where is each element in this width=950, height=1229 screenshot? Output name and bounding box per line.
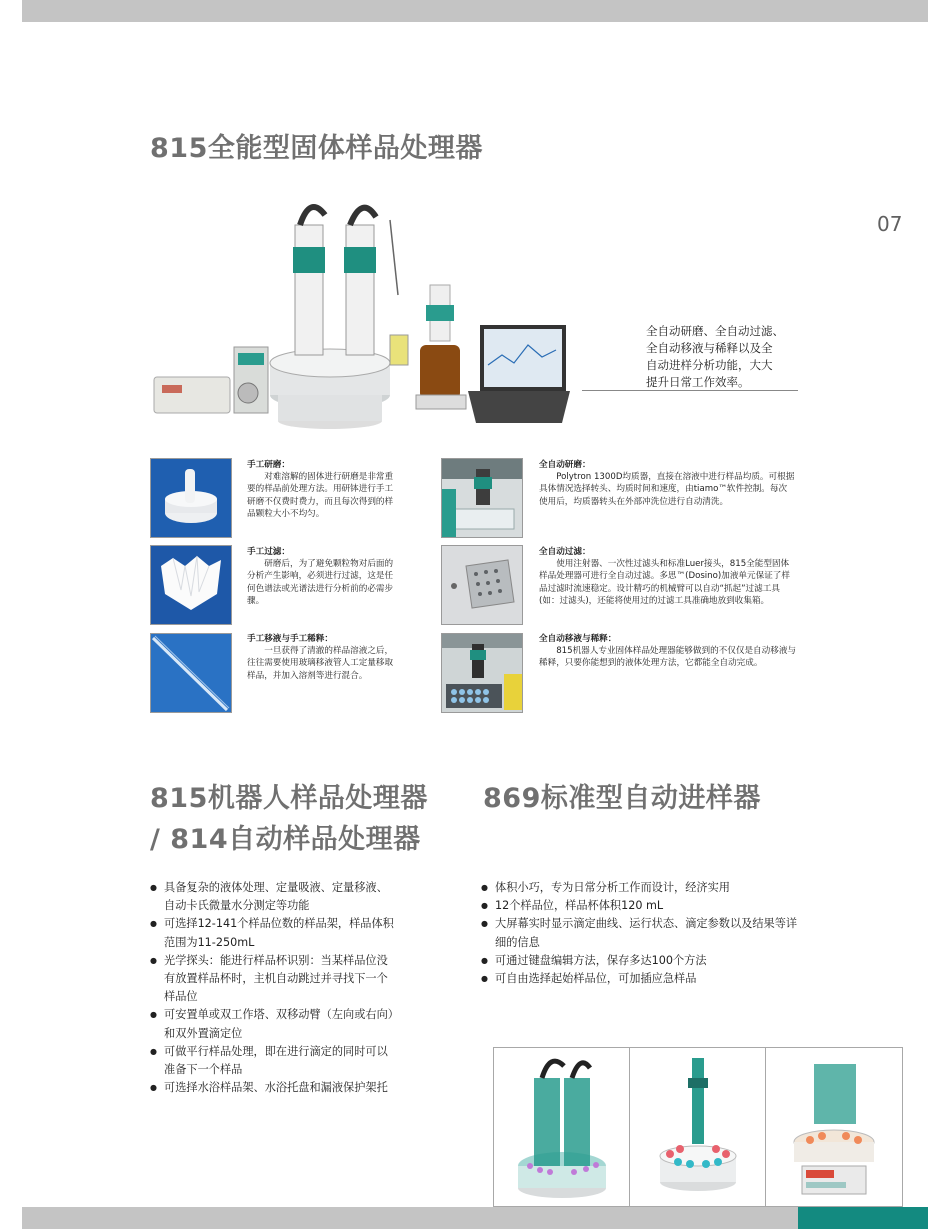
top-bar	[22, 0, 928, 22]
list-item: ● 12个样品位，样品杯体积120 mL	[481, 897, 801, 915]
manual-grinding-body: 对难溶解的固体进行研磨是非常重要的样品前处理方法。用研钵进行手工研磨不仅费时费力，而且每次得到的样品颗粒大小不均匀。	[247, 472, 394, 519]
auto-pipetting-body: 815机器人专业固体样品处理器能够做到的不仅仅是自动移液与稀释，只要你能想到的液体处理方法，它都能全自动完成。	[539, 646, 797, 669]
list-item: ● 可选择水浴样品架、水浴托盘和漏液保护架托	[150, 1079, 398, 1097]
list-item: ● 体积小巧，专为日常分析工作而设计，经济实用	[481, 879, 801, 897]
manual-pipetting-title: 手工移液与手工稀释：	[247, 634, 333, 644]
section3-bullet-list	[481, 879, 801, 988]
hero-caption	[646, 323, 806, 391]
manual-grinding-title: 手工研磨：	[247, 460, 290, 470]
auto-filtering-text	[539, 546, 797, 607]
auto-grinding-text	[539, 459, 795, 508]
manual-grinding-text	[247, 459, 395, 520]
list-item: ● 光学探头：能进行样品杯识别：当某样品位没有放置样品杯时，主机自动跳过并寻找下一个样品位	[150, 952, 398, 1007]
list-item: ● 可安置单或双工作塔、双移动臂（左向或右向）和双外置滴定位	[150, 1006, 398, 1042]
caption-line: 自动进样分析功能，大大	[646, 358, 773, 372]
auto-filtering-body: 使用注射器、一次性过滤头和标准Luer接头，815全能型固体样品处理器可进行全自动过滤。多思™(Dosino)加液单元保证了样品过滤时流速稳定。设计精巧的机械臂可以自动“抓起”过滤工具(如：过滤头)，还能将使用过的过滤工具准确地放到收集箱。	[539, 559, 790, 606]
filter-paper-image	[150, 545, 232, 625]
list-item: ● 可自由选择起始样品位，可加插应急样品	[481, 970, 801, 988]
pipetting-robot-image	[441, 633, 523, 713]
manual-pipetting-text	[247, 633, 395, 682]
manual-filtering-text	[247, 546, 395, 607]
manual-filtering-body: 研磨后，为了避免颗粒物对后面的分析产生影响，必须进行过滤，这是任何色谱法或光谱法进行分析前的必需步骤。	[247, 559, 394, 606]
manual-filtering-title: 手工过滤：	[247, 547, 290, 557]
filter-plate-image	[441, 545, 523, 625]
titrator-changer-image	[765, 1047, 903, 1207]
bottom-bar-accent	[798, 1207, 928, 1229]
robot-815-image	[493, 1047, 631, 1207]
caption-line: 提升日常工作效率。	[646, 375, 750, 389]
caption-line: 全自动移液与稀释以及全	[646, 341, 773, 355]
section2-bullet-list	[150, 879, 398, 1097]
auto-grinding-body: Polytron 1300D均质器，直接在溶液中进行样品均质。可根据具体情况选择转头、均质时间和速度，由tiamo™软件控制。每次使用后，均质器转头在外部冲洗位进行自动清洗。	[539, 472, 795, 507]
list-item: ● 大屏幕实时显示滴定曲线、运行状态、滴定参数以及结果等详细的信息	[481, 915, 801, 951]
list-item: ● 可选择12-141个样品位数的样品架，样品体积范围为11-250mL	[150, 915, 398, 951]
auto-pipetting-title: 全自动移液与稀释：	[539, 634, 617, 644]
caption-divider	[582, 390, 798, 391]
section1-title: 815全能型固体样品处理器	[150, 133, 483, 164]
section3-title: 869标准型自动进样器	[483, 783, 761, 814]
section2-title-line2: / 814自动样品处理器	[150, 824, 421, 855]
caption-line: 全自动研磨、全自动过滤、	[646, 324, 784, 338]
page-number: 07	[877, 212, 903, 236]
list-item: ● 可通过键盘编辑方法，保存多达100个方法	[481, 952, 801, 970]
homogenizer-image	[441, 458, 523, 538]
bottom-bar	[22, 1207, 798, 1229]
list-item: ● 可做平行样品处理，即在进行滴定的同时可以准备下一个样品	[150, 1043, 398, 1079]
manual-pipetting-body: 一旦获得了清澈的样品溶液之后，往往需要使用玻璃移液管人工定量移取样品，并加入溶剂等进行混合。	[247, 646, 394, 681]
list-item: ● 具备复杂的液体处理、定量吸液、定量移液、自动卡氏微量水分测定等功能	[150, 879, 398, 915]
section2-title-line1: 815机器人样品处理器	[150, 783, 428, 814]
glass-pipette-image	[150, 633, 232, 713]
auto-pipetting-text	[539, 633, 797, 670]
auto-filtering-title: 全自动过滤：	[539, 547, 591, 557]
hero-instrument-image	[150, 195, 570, 430]
auto-grinding-title: 全自动研磨：	[539, 460, 591, 470]
sampler-869-image	[629, 1047, 767, 1207]
mortar-pestle-image	[150, 458, 232, 538]
